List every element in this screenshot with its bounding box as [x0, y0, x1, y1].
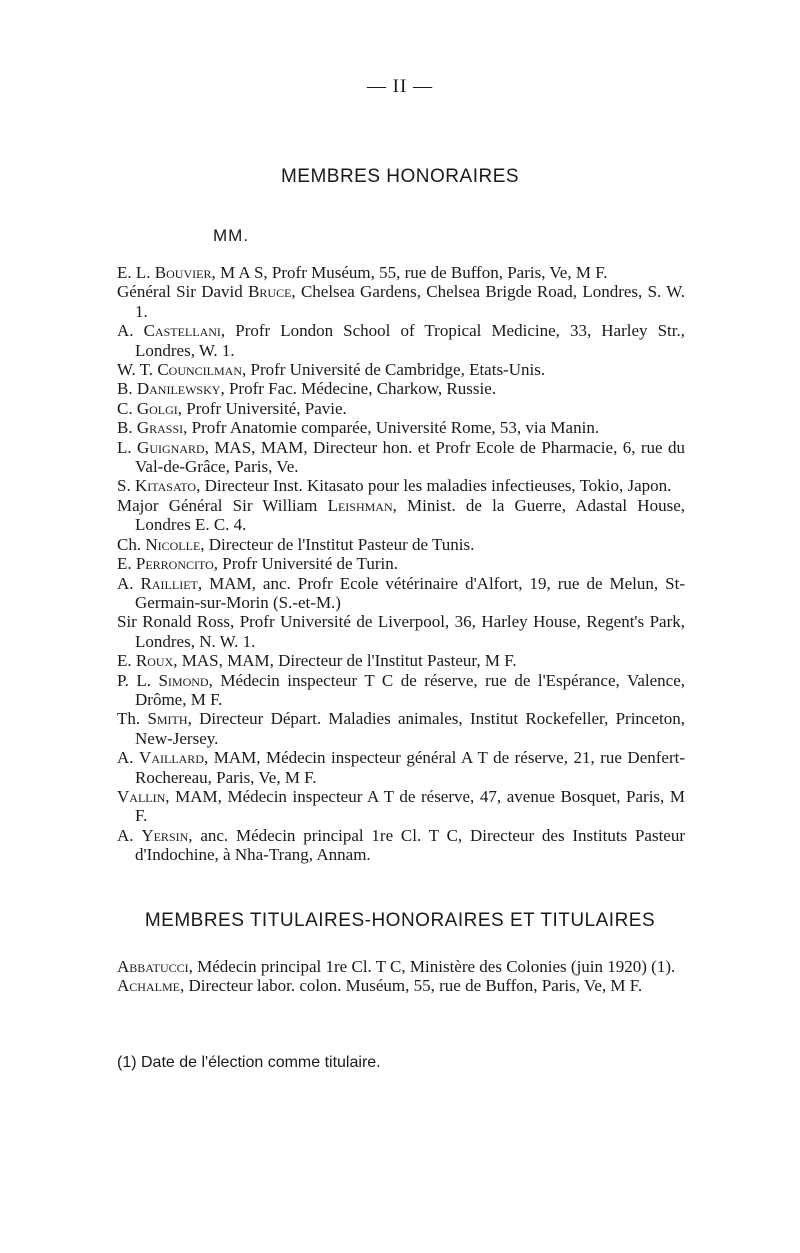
member-name: Abbatucci	[117, 957, 189, 976]
member-pre: A.	[117, 321, 144, 341]
member-entry	[117, 651, 685, 670]
member-pre: Sir Ronald Ross,	[117, 612, 240, 632]
member-entry	[117, 399, 685, 418]
member-name: Vallin	[117, 786, 166, 806]
member-rest: , MAM, anc. Profr Ecole vétérinaire d'Alfort, 19, rue de Melun, St-Germain-sur-Morin (S.-et-M.)	[135, 573, 685, 612]
member-pre: E. L.	[117, 263, 155, 282]
member-name: Railliet	[140, 573, 198, 593]
member-rest: , MAS, MAM, Directeur hon. et Profr Ecole de Pharmacie, 6, rue du Val-de-Grâce, Paris, Ve.	[135, 437, 685, 477]
titulaires-list	[117, 957, 685, 996]
member-pre: Général Sir David	[117, 282, 249, 302]
member-pre: A.	[117, 748, 140, 768]
member-name: Achalme	[117, 976, 180, 996]
member-rest: , Chelsea Gardens, Chelsea Brigde Road, Londres, S. W. 1.	[135, 282, 685, 321]
member-rest: , Profr Université, Pavie.	[177, 398, 347, 418]
member-rest: , Directeur labor. colon. Muséum, 55, rue de Buffon, Paris, Ve, M F.	[179, 976, 643, 996]
member-entry	[117, 476, 685, 495]
section-title-titulaires: MEMBRES TITULAIRES-HONORAIRES ET TITULAIRES	[144, 910, 656, 931]
member-rest: , Directeur Départ. Maladies animales, Institut Rockefeller, Princeton, New-Jersey.	[135, 709, 685, 748]
member-entry	[117, 496, 685, 535]
member-rest: , Médecin principal 1re Cl. T C, Ministère des Colonies (juin 1920) (1).	[188, 957, 676, 976]
member-rest: , Profr Université de Cambridge, Etats-Unis.	[241, 360, 546, 380]
member-pre: S.	[117, 476, 135, 496]
member-pre: Th.	[117, 709, 148, 729]
member-name: Vaillard	[139, 748, 204, 768]
member-rest: , MAS, MAM, Directeur de l'Institut Pasteur, M F.	[173, 651, 517, 671]
member-entry	[117, 554, 685, 573]
member-entry	[117, 671, 685, 710]
member-name: Nicolle	[145, 534, 201, 554]
member-entry	[117, 612, 685, 651]
member-name: Castellani	[143, 321, 221, 341]
member-rest: , Profr Université de Turin.	[213, 554, 398, 574]
member-pre: E.	[117, 554, 136, 574]
member-name: Perroncito	[135, 554, 214, 574]
member-name: Danilewsky	[136, 379, 221, 399]
member-rest: , Profr London School of Tropical Medicine, 33, Harley Str., Londres, W. 1.	[135, 321, 685, 360]
member-name: Roux	[135, 651, 174, 671]
member-pre: L.	[117, 437, 138, 457]
member-pre: P. L.	[117, 670, 159, 690]
member-pre: A.	[117, 573, 141, 593]
member-name: Golgi	[136, 398, 178, 418]
page-number: — II —	[366, 76, 434, 97]
member-name: Bruce	[248, 282, 292, 302]
member-rest: , MAM, Médecin inspecteur A T de réserve, 47, avenue Bosquet, Paris, M F.	[135, 786, 685, 826]
member-rest: , Profr Fac. Médecine, Charkow, Russie.	[220, 379, 497, 399]
member-rest: , MAM, Médecin inspecteur général A T de réserve, 21, rue Denfert-Rochereau, Paris, Ve, M F.	[135, 748, 686, 787]
salutation: MM.	[213, 226, 250, 245]
section-title-honoraires: MEMBRES HONORAIRES	[280, 166, 520, 187]
member-entry	[117, 957, 685, 976]
footnote: (1) Date de l'élection comme titulaire.	[117, 1054, 381, 1071]
member-name: Yersin	[141, 825, 189, 845]
member-pre: C.	[117, 398, 137, 418]
member-name: Councilman	[157, 360, 242, 380]
member-name: Kitasato	[134, 476, 197, 496]
member-rest: , M A S, Profr Muséum, 55, rue de Buffon, Paris, Ve, M F.	[211, 263, 608, 282]
member-entry	[117, 379, 685, 398]
member-rest: , Médecin inspecteur T C de réserve, rue de l'Espérance, Valence, Drôme, M F.	[135, 670, 685, 709]
member-pre: Major Général Sir William	[117, 495, 328, 515]
member-pre: A.	[117, 825, 142, 845]
member-rest: , Directeur de l'Institut Pasteur de Tunis.	[200, 534, 475, 554]
member-pre: W. T.	[117, 360, 158, 380]
member-name: Grassi	[136, 418, 184, 438]
member-rest: Profr Université de Liverpool, 36, Harley House, Regent's Park, Londres, N. W. 1.	[135, 612, 685, 651]
member-entry	[117, 418, 685, 437]
member-rest: , anc. Médecin principal 1re Cl. T C, Directeur des Instituts Pasteur d'Indochine, à Nha-Trang, Annam.	[135, 825, 685, 865]
member-name: Bouvier	[154, 263, 212, 282]
member-pre: E.	[117, 651, 136, 671]
member-entry	[117, 321, 685, 360]
member-rest: , Minist. de la Guerre, Adastal House, Londres E. C. 4.	[135, 495, 685, 535]
member-entry	[117, 826, 685, 865]
member-name: Leishman	[327, 495, 393, 515]
member-entry	[117, 574, 685, 613]
member-entry	[117, 748, 685, 787]
member-rest: , Directeur Inst. Kitasato pour les maladies infectieuses, Tokio, Japon.	[196, 476, 672, 496]
member-name: Guignard	[137, 437, 205, 457]
member-name: Simond	[158, 670, 209, 690]
member-entry	[117, 535, 685, 554]
member-name: Smith	[147, 709, 188, 729]
member-entry	[117, 282, 685, 321]
member-entry	[117, 263, 685, 282]
member-entry	[117, 709, 685, 748]
member-entry	[117, 360, 685, 379]
member-entry	[117, 976, 685, 995]
member-entry	[117, 787, 685, 826]
member-pre: B.	[117, 418, 137, 438]
member-entry	[117, 438, 685, 477]
member-pre: B.	[117, 379, 137, 399]
member-pre: Ch.	[117, 534, 146, 554]
member-rest: , Profr Anatomie comparée, Université Rome, 53, via Manin.	[183, 418, 600, 438]
honoraires-list	[117, 263, 685, 865]
